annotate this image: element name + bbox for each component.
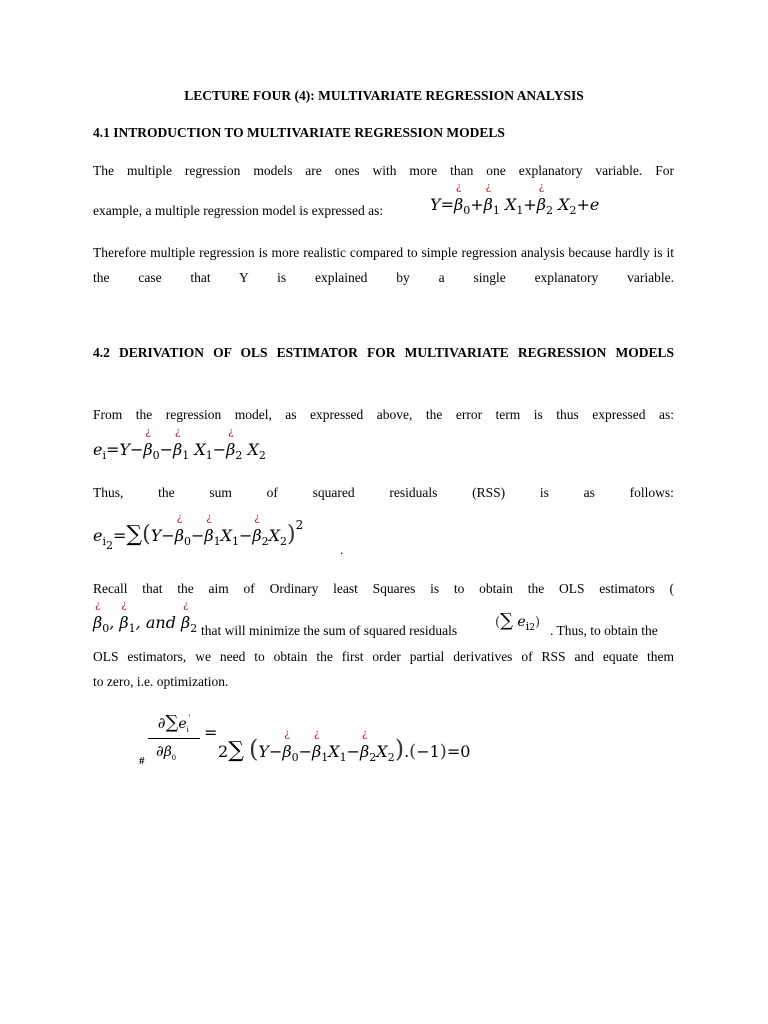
lecture-title: LECTURE FOUR (4): MULTIVARIATE REGRESSION ANALYSIS — [184, 88, 584, 103]
equation-model: Y= ¿ $\beta_0+$ ¿ $\beta_1$ $X_1+$ ¿ $\beta_2$ $X_2+e$ — [430, 182, 600, 217]
word: of — [266, 485, 278, 500]
rss-period: . — [340, 542, 344, 557]
recall-end-text: . Thus, to obtain the — [550, 623, 658, 638]
word: the — [158, 485, 175, 500]
recall-middle-text: that will minimize the sum of squared residuals — [201, 623, 458, 638]
s42-paragraph-1: From the regression model, as expressed above, the error term is thus expressed as: — [93, 407, 674, 422]
recall-line1: Recall that the aim of Ordinary least Squares is to obtain the OLS estimators ( — [93, 581, 674, 596]
s41-paragraph-line1: The multiple regression models are ones with more than one explanatory variable. For — [93, 163, 674, 178]
equals-sign: = — [204, 723, 218, 742]
beta0-hat: ¿ β — [453, 182, 464, 214]
partial-numerator: $\partial\sum e_i'$ — [157, 712, 191, 734]
thus-line — [93, 480, 674, 505]
equation-estimators: ¿ $\beta_0$, ¿ $\beta_1$, and ¿ $\beta_2$ — [93, 600, 198, 635]
s41-paragraph-2: Therefore multiple regression is more realistic compared to simple regression analysis because hardly is it the case that Y is explained by a single explanatory variable. — [93, 245, 674, 285]
word: residuals — [389, 485, 438, 500]
equation-derivative: 2∑ (Y− ¿ $\beta_0-$ ¿ $\beta_1X_1-$ ¿ $\beta_2X_2).(-1)=0$ — [218, 729, 471, 764]
section-4-2-heading: 4.2 DERIVATION OF OLS ESTIMATOR FOR MULTIVARIATE REGRESSION MODELS — [93, 345, 674, 360]
hash-mark: # — [139, 755, 145, 767]
word: as — [583, 485, 595, 500]
word: is — [539, 485, 549, 500]
fraction-bar — [148, 738, 200, 739]
word: (RSS) — [472, 485, 506, 500]
recall-line3: OLS estimators, we need to obtain the first order partial derivatives of RSS and equate them — [93, 649, 674, 664]
beta1-hat: ¿ β — [483, 182, 493, 214]
s41-example-text: example, a multiple regression model is expressed as: — [93, 203, 384, 218]
word: squared — [312, 485, 355, 500]
beta2-hat: ¿ β — [536, 182, 547, 214]
word: Thus, — [93, 485, 124, 500]
equation-sum-residuals: (∑ $e_{i2}$) — [495, 610, 541, 633]
equation-rss: $e_{i2}=\sum(Y-$ ¿ $\beta_0-$ ¿ $\beta_1X_1-$ ¿ $\beta_2X_2)^2$ — [93, 513, 304, 552]
word: follows: — [629, 485, 674, 500]
word: sum — [209, 485, 232, 500]
partial-denominator: $\partial\beta_0$ — [156, 742, 176, 762]
equation-error-term: $e_i=Y-$ ¿ $\beta_0-$ ¿ $\beta_1$ $X_1-$ ¿ $\beta_2$ $X_2$ — [93, 427, 266, 462]
recall-line4: to zero, i.e. optimization. — [93, 674, 229, 689]
section-4-1-heading: 4.1 INTRODUCTION TO MULTIVARIATE REGRESSION MODELS — [93, 125, 505, 140]
